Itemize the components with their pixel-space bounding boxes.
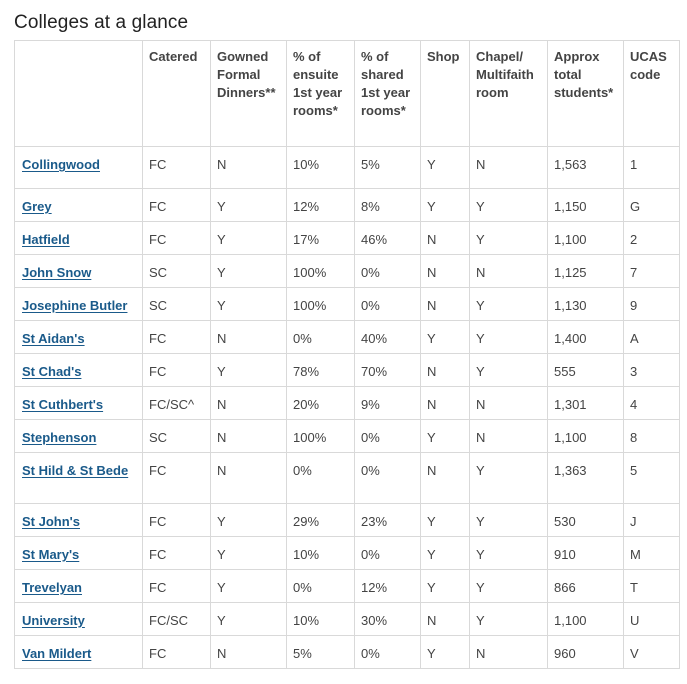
college-link[interactable]: Grey	[22, 199, 52, 214]
cell-chapel: Y	[470, 288, 548, 321]
cell-catered: FC	[143, 636, 211, 669]
college-name-cell	[15, 321, 143, 354]
cell-gowned: N	[211, 636, 287, 669]
cell-ucas: 2	[624, 222, 680, 255]
cell-shop: N	[421, 255, 470, 288]
cell-shop: N	[421, 453, 470, 504]
page-title: Colleges at a glance	[14, 12, 189, 33]
cell-shop: Y	[421, 636, 470, 669]
table-row	[15, 636, 680, 669]
cell-catered: FC	[143, 147, 211, 189]
cell-shared: 0%	[355, 453, 421, 504]
cell-ucas: 1	[624, 147, 680, 189]
cell-gowned: Y	[211, 189, 287, 222]
cell-gowned: N	[211, 321, 287, 354]
cell-catered: SC	[143, 255, 211, 288]
cell-catered: FC	[143, 189, 211, 222]
cell-students: 1,301	[548, 387, 624, 420]
college-link[interactable]: St Chad's	[22, 364, 82, 379]
header-shared: % of shared 1st year rooms*	[355, 41, 421, 147]
cell-chapel: N	[470, 147, 548, 189]
header-shop: Shop	[421, 41, 470, 147]
cell-students: 960	[548, 636, 624, 669]
cell-gowned: Y	[211, 504, 287, 537]
cell-catered: FC	[143, 453, 211, 504]
table-row	[15, 222, 680, 255]
college-link[interactable]: Van Mildert	[22, 646, 92, 661]
cell-shared: 40%	[355, 321, 421, 354]
college-link[interactable]: Trevelyan	[22, 580, 82, 595]
cell-ucas: 4	[624, 387, 680, 420]
cell-shared: 23%	[355, 504, 421, 537]
table-row	[15, 570, 680, 603]
cell-ensuite: 10%	[287, 537, 355, 570]
cell-shop: Y	[421, 321, 470, 354]
cell-catered: FC	[143, 321, 211, 354]
cell-catered: FC/SC^	[143, 387, 211, 420]
cell-ucas: J	[624, 504, 680, 537]
cell-students: 1,100	[548, 420, 624, 453]
cell-chapel: Y	[470, 504, 548, 537]
cell-chapel: Y	[470, 570, 548, 603]
cell-ucas: A	[624, 321, 680, 354]
cell-ucas: 3	[624, 354, 680, 387]
table-row	[15, 453, 680, 504]
cell-students: 1,363	[548, 453, 624, 504]
table-row	[15, 147, 680, 189]
college-link[interactable]: Hatfield	[22, 232, 70, 247]
college-link[interactable]: University	[22, 613, 85, 628]
header-row	[15, 41, 680, 147]
cell-students: 555	[548, 354, 624, 387]
college-name-cell	[15, 636, 143, 669]
college-link[interactable]: Josephine Butler	[22, 298, 128, 313]
cell-shared: 70%	[355, 354, 421, 387]
header-ensuite: % of ensuite 1st year rooms*	[287, 41, 355, 147]
cell-ensuite: 5%	[287, 636, 355, 669]
cell-ucas: M	[624, 537, 680, 570]
cell-shared: 0%	[355, 537, 421, 570]
cell-gowned: Y	[211, 255, 287, 288]
college-name-cell	[15, 387, 143, 420]
header-students: Approx total students*	[548, 41, 624, 147]
college-name-cell	[15, 453, 143, 504]
cell-shop: N	[421, 222, 470, 255]
cell-students: 1,100	[548, 603, 624, 636]
cell-chapel: Y	[470, 603, 548, 636]
college-name-cell	[15, 420, 143, 453]
cell-shop: Y	[421, 189, 470, 222]
cell-students: 910	[548, 537, 624, 570]
cell-ensuite: 78%	[287, 354, 355, 387]
cell-ensuite: 10%	[287, 603, 355, 636]
cell-shop: Y	[421, 537, 470, 570]
table-row	[15, 420, 680, 453]
table-row	[15, 537, 680, 570]
cell-shop: Y	[421, 504, 470, 537]
cell-gowned: Y	[211, 222, 287, 255]
cell-catered: FC	[143, 504, 211, 537]
cell-catered: SC	[143, 288, 211, 321]
cell-chapel: Y	[470, 222, 548, 255]
cell-students: 1,125	[548, 255, 624, 288]
cell-gowned: Y	[211, 354, 287, 387]
college-link[interactable]: Collingwood	[22, 157, 100, 172]
header-gowned-formal-dinners: Gowned Formal Dinners**	[211, 41, 287, 147]
cell-catered: FC	[143, 354, 211, 387]
cell-students: 1,130	[548, 288, 624, 321]
cell-chapel: Y	[470, 537, 548, 570]
cell-students: 1,400	[548, 321, 624, 354]
college-name-cell	[15, 222, 143, 255]
cell-ensuite: 29%	[287, 504, 355, 537]
cell-chapel: N	[470, 255, 548, 288]
cell-shop: N	[421, 354, 470, 387]
table-row	[15, 504, 680, 537]
cell-catered: FC	[143, 570, 211, 603]
cell-shop: Y	[421, 420, 470, 453]
cell-shared: 12%	[355, 570, 421, 603]
cell-shared: 0%	[355, 636, 421, 669]
cell-students: 530	[548, 504, 624, 537]
cell-gowned: N	[211, 420, 287, 453]
college-name-cell	[15, 147, 143, 189]
cell-ucas: 7	[624, 255, 680, 288]
college-name-cell	[15, 255, 143, 288]
cell-gowned: N	[211, 453, 287, 504]
college-name-cell	[15, 537, 143, 570]
cell-chapel: Y	[470, 189, 548, 222]
college-link[interactable]: John Snow	[22, 265, 92, 280]
cell-gowned: Y	[211, 537, 287, 570]
cell-shop: N	[421, 288, 470, 321]
header-catered: Catered	[143, 41, 211, 147]
cell-gowned: Y	[211, 603, 287, 636]
table-row	[15, 603, 680, 636]
college-link[interactable]: St Aidan's	[22, 331, 85, 346]
cell-shop: Y	[421, 570, 470, 603]
cell-catered: FC/SC	[143, 603, 211, 636]
cell-gowned: Y	[211, 570, 287, 603]
cell-shared: 5%	[355, 147, 421, 189]
college-name-cell	[15, 288, 143, 321]
cell-students: 1,150	[548, 189, 624, 222]
cell-ucas: T	[624, 570, 680, 603]
college-name-cell	[15, 189, 143, 222]
cell-ucas: 8	[624, 420, 680, 453]
cell-ensuite: 10%	[287, 147, 355, 189]
cell-gowned: N	[211, 147, 287, 189]
cell-ucas: U	[624, 603, 680, 636]
table-row	[15, 387, 680, 420]
cell-chapel: N	[470, 420, 548, 453]
colleges-table	[14, 40, 680, 669]
college-link[interactable]: Stephenson	[22, 430, 97, 445]
cell-ensuite: 0%	[287, 321, 355, 354]
cell-chapel: Y	[470, 321, 548, 354]
table-row	[15, 189, 680, 222]
college-name-cell	[15, 570, 143, 603]
cell-catered: FC	[143, 537, 211, 570]
cell-shared: 9%	[355, 387, 421, 420]
header-ucas: UCAS code	[624, 41, 680, 147]
college-link[interactable]: St John's	[22, 514, 80, 529]
cell-shop: N	[421, 387, 470, 420]
table-body	[15, 147, 680, 669]
cell-shared: 30%	[355, 603, 421, 636]
cell-ensuite: 12%	[287, 189, 355, 222]
cell-ucas: 9	[624, 288, 680, 321]
cell-chapel: N	[470, 387, 548, 420]
header-college	[15, 41, 143, 147]
header-chapel: Chapel/ Multifaith room	[470, 41, 548, 147]
cell-ensuite: 17%	[287, 222, 355, 255]
cell-ucas: 5	[624, 453, 680, 504]
cell-students: 1,563	[548, 147, 624, 189]
cell-chapel: Y	[470, 453, 548, 504]
cell-ensuite: 0%	[287, 570, 355, 603]
cell-gowned: Y	[211, 288, 287, 321]
cell-shared: 0%	[355, 288, 421, 321]
cell-ensuite: 100%	[287, 255, 355, 288]
cell-shared: 46%	[355, 222, 421, 255]
cell-shop: N	[421, 603, 470, 636]
cell-shared: 8%	[355, 189, 421, 222]
cell-ucas: G	[624, 189, 680, 222]
cell-shared: 0%	[355, 255, 421, 288]
college-name-cell	[15, 354, 143, 387]
college-name-cell	[15, 603, 143, 636]
cell-students: 1,100	[548, 222, 624, 255]
table-row	[15, 354, 680, 387]
cell-shared: 0%	[355, 420, 421, 453]
cell-catered: SC	[143, 420, 211, 453]
cell-chapel: N	[470, 636, 548, 669]
cell-ensuite: 100%	[287, 288, 355, 321]
college-link[interactable]: St Hild & St Bede	[22, 463, 129, 478]
cell-ensuite: 20%	[287, 387, 355, 420]
table-row	[15, 288, 680, 321]
cell-students: 866	[548, 570, 624, 603]
cell-catered: FC	[143, 222, 211, 255]
college-link[interactable]: St Cuthbert's	[22, 397, 104, 412]
cell-ensuite: 0%	[287, 453, 355, 504]
cell-chapel: Y	[470, 354, 548, 387]
table-row	[15, 255, 680, 288]
college-name-cell	[15, 504, 143, 537]
cell-ucas: V	[624, 636, 680, 669]
cell-ensuite: 100%	[287, 420, 355, 453]
table-row	[15, 321, 680, 354]
cell-shop: Y	[421, 147, 470, 189]
cell-gowned: N	[211, 387, 287, 420]
college-link[interactable]: St Mary's	[22, 547, 80, 562]
